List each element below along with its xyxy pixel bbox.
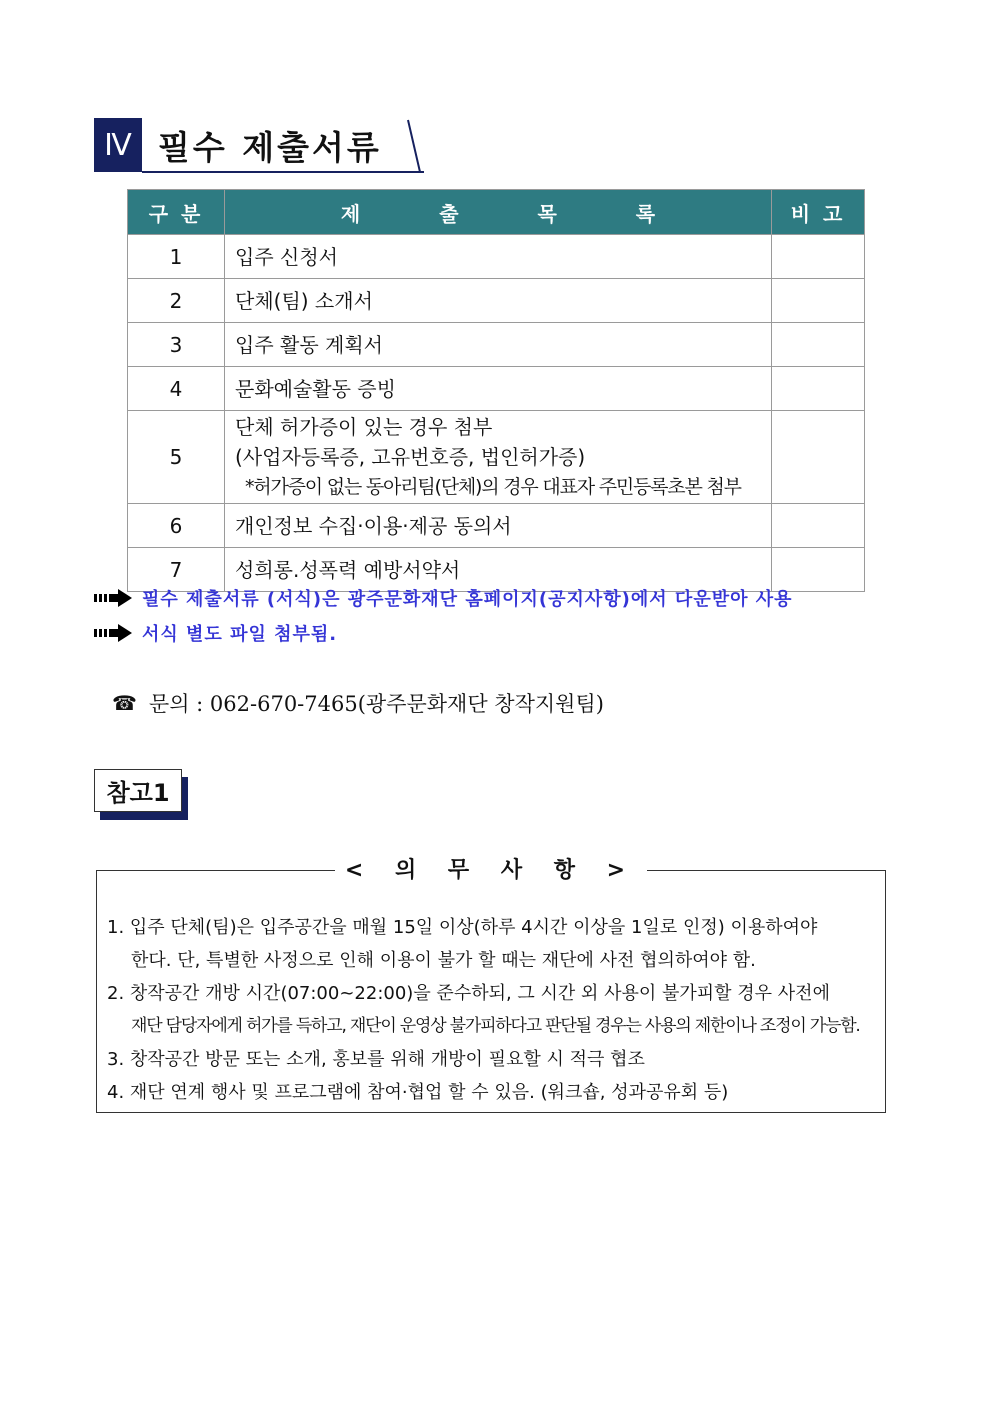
duty-item: 1. 입주 단체(팀)은 입주공간을 매월 15일 이상(하루 4시간 이상을 1일로 인정) 이용하여야 [107, 917, 818, 938]
table-row [128, 504, 865, 548]
row-item-line: 입주 신청서 [235, 244, 338, 269]
row-number: 5 [128, 411, 225, 504]
documents-table [127, 189, 865, 592]
section-title: 필수 제출서류 [158, 128, 382, 167]
duty-item: 3. 창작공간 방문 또는 소개, 홍보를 위해 개방이 필요할 시 적극 협조 [107, 1049, 645, 1070]
row-item [225, 504, 772, 548]
reference-label-text: 참고1 [94, 769, 182, 812]
row-item-footnote: *허가증이 없는 동아리팀(단체)의 경우 대표자 주민등록초본 첨부 [245, 476, 741, 498]
row-item-line: 입주 활동 계획서 [235, 332, 383, 357]
row-item-line: 성희롱.성폭력 예방서약서 [235, 557, 461, 582]
row-item-line: (사업자등록증, 고유번호증, 법인허가증) [235, 445, 586, 469]
header-remarks: 비 고 [772, 190, 865, 235]
row-item [225, 367, 772, 411]
duty-item: 4. 재단 연계 행사 및 프로그램에 참여·협업 할 수 있음. (워크숍, 성과공유회 등) [107, 1082, 729, 1103]
row-remark [772, 235, 865, 279]
table-row [128, 323, 865, 367]
row-number: 1 [128, 235, 225, 279]
row-item [225, 411, 772, 504]
row-item [225, 279, 772, 323]
header-items: 제 출 목 록 [225, 190, 772, 235]
row-item-line: 개인정보 수집·이용·제공 동의서 [235, 513, 512, 538]
row-number: 3 [128, 323, 225, 367]
duty-item-continued: 한다. 단, 특별한 사정으로 인해 이용이 불가 할 때는 재단에 사전 협의하여야 함. [131, 950, 756, 971]
row-number: 2 [128, 279, 225, 323]
row-number: 7 [128, 548, 225, 592]
note-text: 서식 별도 파일 첨부됨. [142, 624, 338, 645]
table-row [128, 411, 865, 504]
duties-list [107, 911, 877, 1109]
header-category: 구 분 [128, 190, 225, 235]
row-remark [772, 323, 865, 367]
row-remark [772, 367, 865, 411]
reference-label [94, 769, 188, 819]
section-number: Ⅳ [94, 118, 142, 172]
contact-line [112, 688, 604, 718]
table-header-row [128, 190, 865, 235]
note-text: 필수 제출서류 (서식)은 광주문화재단 홈페이지(공지사항)에서 다운받아 사용 [142, 589, 793, 610]
row-number: 6 [128, 504, 225, 548]
arrow-right-icon [94, 623, 134, 643]
arrow-right-icon [94, 588, 134, 608]
row-remark [772, 411, 865, 504]
contact-text: 문의 : 062-670-7465(광주문화재단 창작지원팀) [148, 692, 604, 716]
section-header [94, 118, 424, 174]
duties-title-text: < 의 무 사 항 > [335, 858, 647, 883]
note-attachment [94, 620, 337, 646]
row-remark [772, 504, 865, 548]
phone-icon: ☎ [112, 691, 137, 715]
duty-item-continued: 재단 담당자에게 허가를 득하고, 재단이 운영상 불가피하다고 판단될 경우는 사용의 제한이나 조정이 가능함. [131, 1016, 860, 1036]
row-number: 4 [128, 367, 225, 411]
table-row [128, 235, 865, 279]
row-item [225, 235, 772, 279]
row-item-line: 단체 허가증이 있는 경우 첨부 [235, 415, 493, 439]
table-row [128, 367, 865, 411]
duties-box [96, 858, 886, 1113]
duties-title [97, 853, 885, 884]
note-download [94, 585, 793, 611]
table-row [128, 279, 865, 323]
row-item [225, 323, 772, 367]
row-item-line: 문화예술활동 증빙 [235, 376, 396, 401]
row-remark [772, 279, 865, 323]
duty-item: 2. 창작공간 개방 시간(07:00~22:00)을 준수하되, 그 시간 외 사용이 불가피할 경우 사전에 [107, 983, 830, 1004]
row-item-line: 단체(팀) 소개서 [235, 288, 373, 313]
